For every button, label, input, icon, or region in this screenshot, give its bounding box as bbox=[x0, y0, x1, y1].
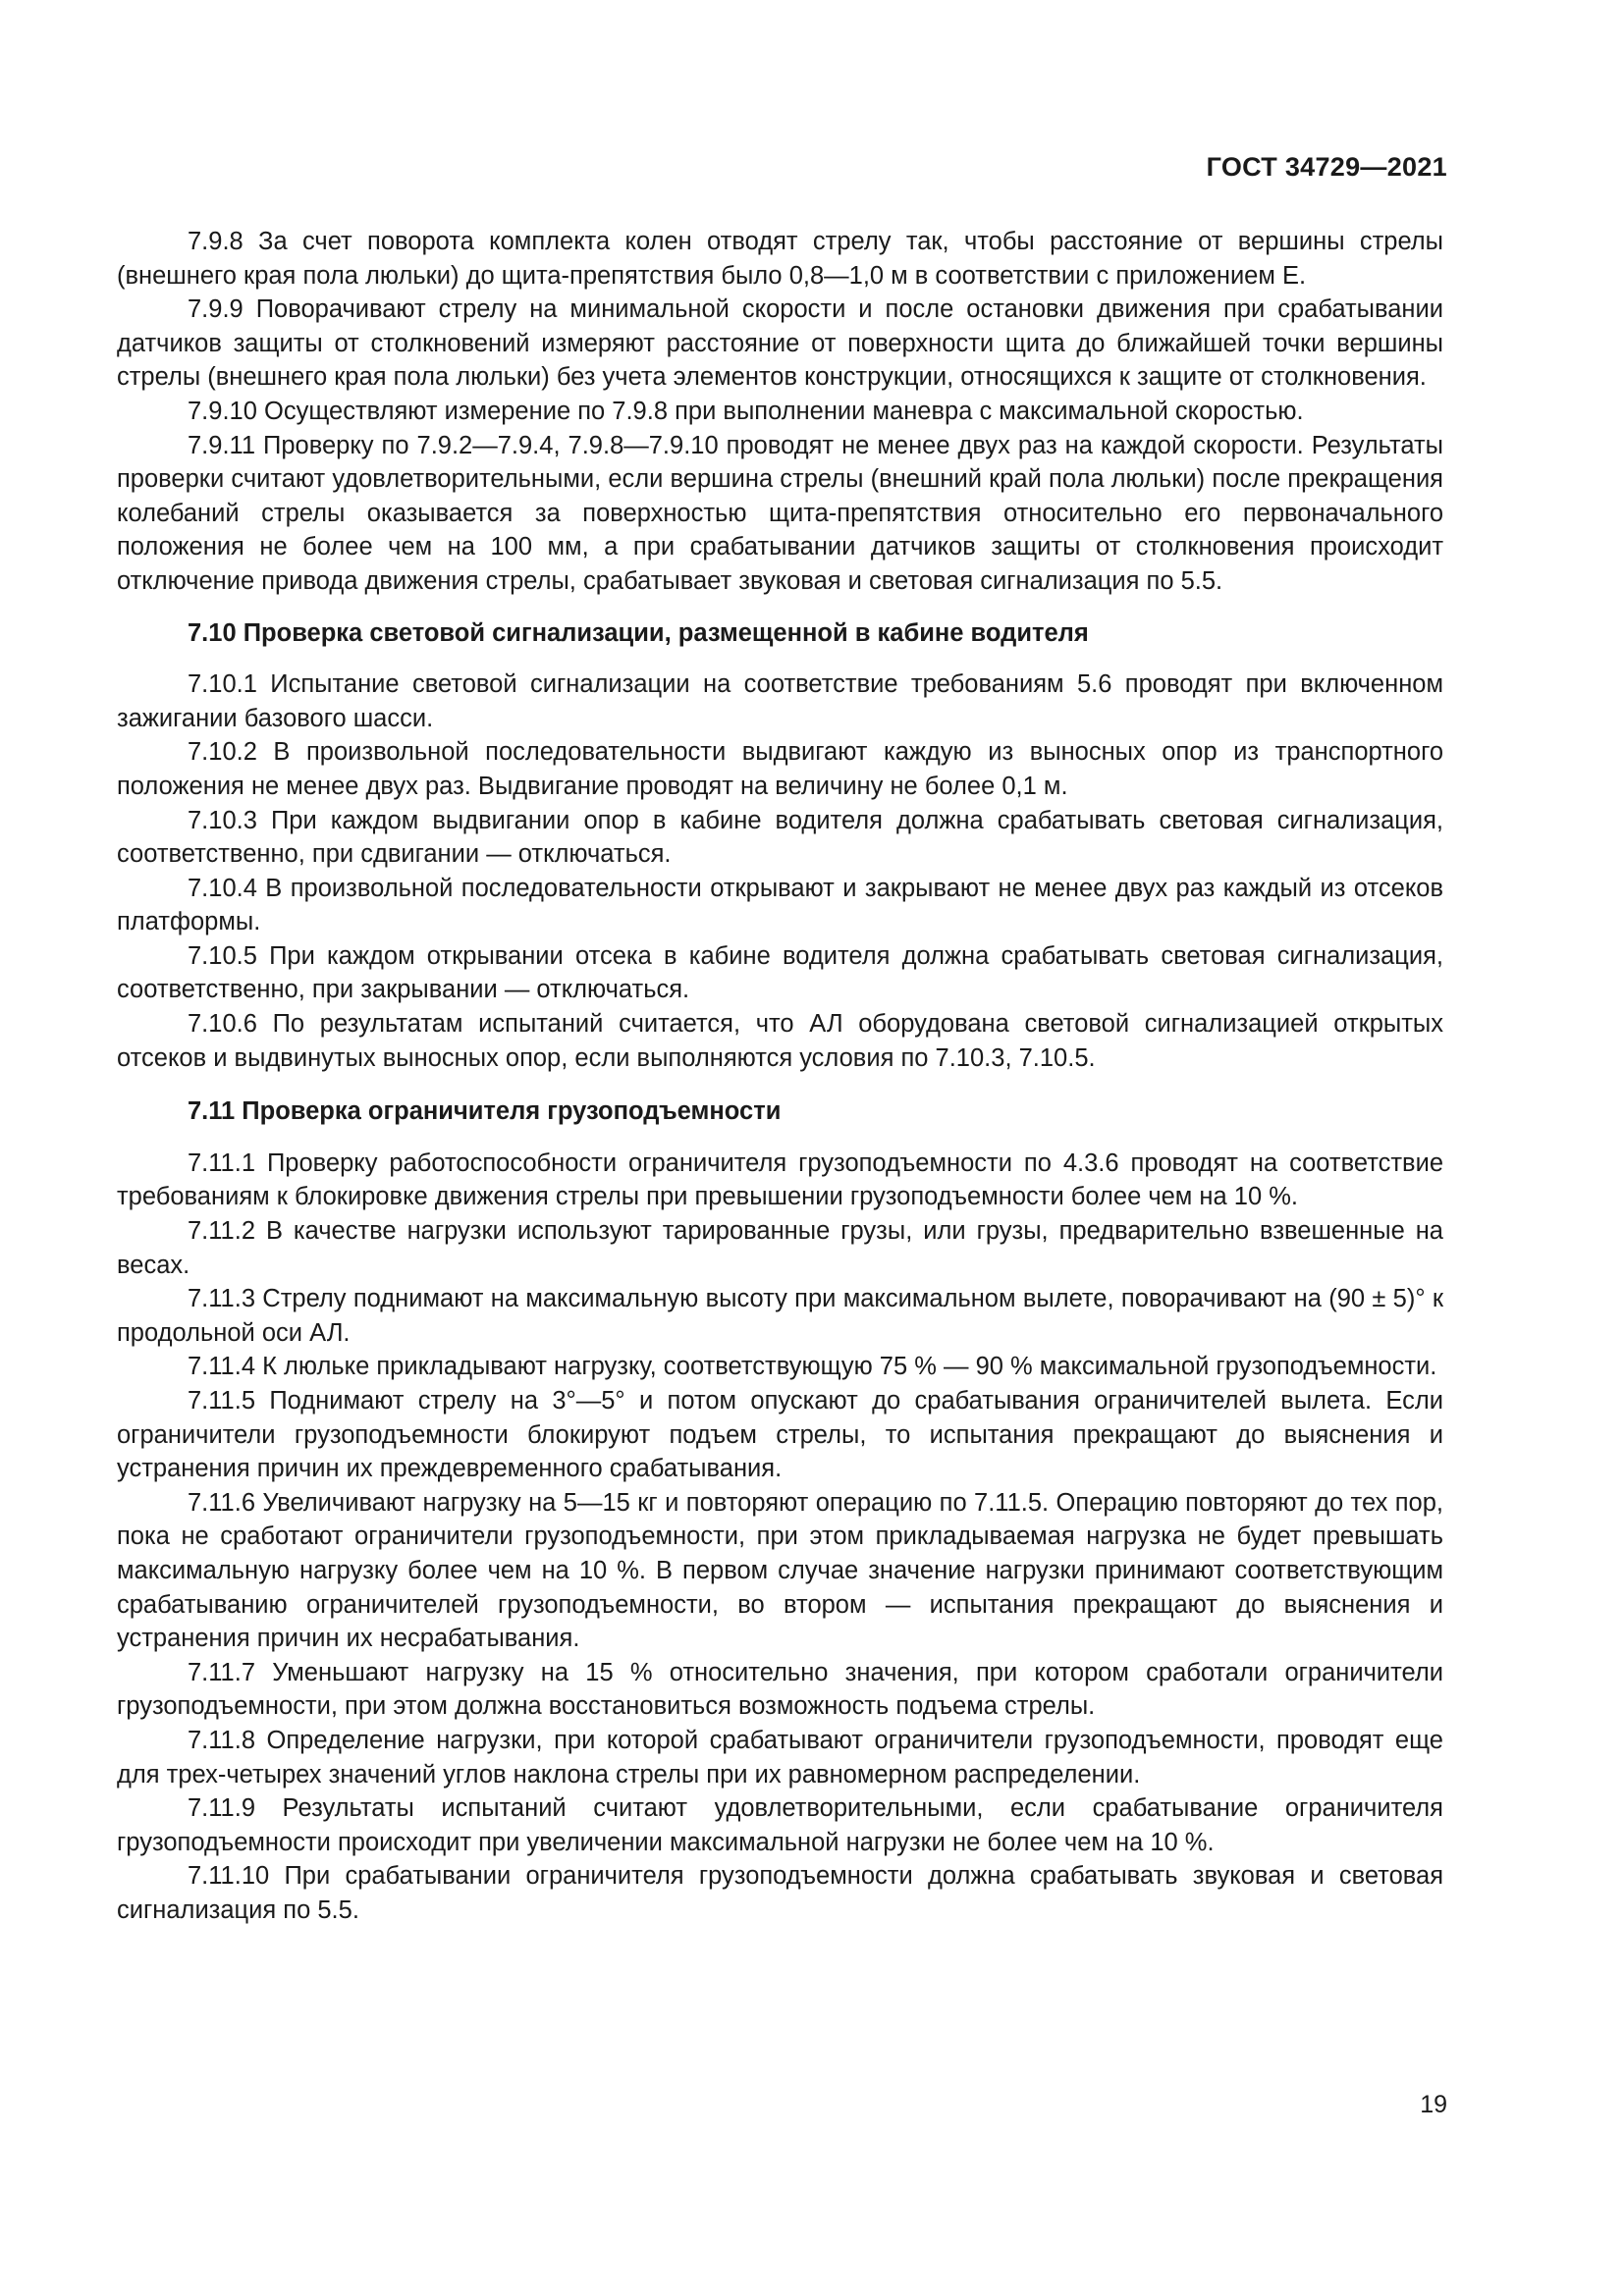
paragraph-7-10-3: 7.10.3 При каждом выдвигании опор в кабине водителя должна срабатывать световая сигнализация, соответственно, при сдвигании — отключаться. bbox=[117, 806, 1443, 869]
paragraph-7-10-2: 7.10.2 В произвольной последовательности выдвигают каждую из выносных опор из транспортного положения не менее двух раз. Выдвигание проводят на величину не более 0,1 м. bbox=[117, 738, 1443, 800]
paragraph-7-11-8: 7.11.8 Определение нагрузки, при которой срабатывают ограничители грузоподъемности, проводят еще для трех-четырех значений углов наклона стрелы при их равномерном распределении. bbox=[117, 1726, 1443, 1789]
paragraph-7-9-11: 7.9.11 Проверку по 7.9.2—7.9.4, 7.9.8—7.9.10 проводят не менее двух раз на каждой скорости. Результаты проверки считают удовлетворительными, если вершина стрелы (внешний край пола люльки) после прекращения колебаний стрелы оказывается за поверхностью щита-препятствия относительно его первоначального положения не более чем на 100 мм, а при срабатывании датчиков защиты от столкновения происходит отключение привода движения стрелы, срабатывает звуковая и световая сигнализация по 5.5. bbox=[117, 431, 1443, 595]
document-body bbox=[117, 225, 1443, 1928]
paragraph-7-9-8: 7.9.8 За счет поворота комплекта колен отводят стрелу так, чтобы расстояние от вершины стрелы (внешнего края пола люльки) до щита-препятствия было 0,8—1,0 м в соответствии с приложением Е. bbox=[117, 228, 1443, 290]
section-heading-7-10: 7.10 Проверка световой сигнализации, размещенной в кабине водителя bbox=[188, 618, 1089, 647]
paragraph-7-11-5: 7.11.5 Поднимают стрелу на 3°—5° и потом опускают до срабатывания ограничителей вылета. Если ограничители грузоподъемности блокируют подъем стрелы, то испытания прекращают до выяснения и устранения причин их преждевременного срабатывания. bbox=[117, 1387, 1443, 1483]
document-header: ГОСТ 34729—2021 bbox=[1206, 152, 1447, 182]
paragraph-7-11-1: 7.11.1 Проверку работоспособности ограничителя грузоподъемности по 4.3.6 проводят на соответствие требованиям к блокировке движения стрелы при превышении грузоподъемности более чем на 10 %. bbox=[117, 1148, 1443, 1211]
paragraph-7-10-5: 7.10.5 При каждом открывании отсека в кабине водителя должна срабатывать световая сигнализация, соответственно, при закрывании — отключаться. bbox=[117, 941, 1443, 1004]
section-heading-7-11: 7.11 Проверка ограничителя грузоподъемности bbox=[188, 1097, 782, 1126]
paragraph-7-10-6: 7.10.6 По результатам испытаний считается, что АЛ оборудована световой сигнализацией открытых отсеков и выдвинутых выносных опор, если выполняются условия по 7.10.3, 7.10.5. bbox=[117, 1010, 1443, 1072]
paragraph-7-11-9: 7.11.9 Результаты испытаний считают удовлетворительными, если срабатывание ограничителя грузоподъемности происходит при увеличении максимальной нагрузки не более чем на 10 %. bbox=[117, 1794, 1443, 1856]
paragraph-7-11-7: 7.11.7 Уменьшают нагрузку на 15 % относительно значения, при котором сработали ограничители грузоподъемности, при этом должна восстановиться возможность подъема стрелы. bbox=[117, 1658, 1443, 1721]
page-number: 19 bbox=[1420, 2091, 1447, 2118]
paragraph-7-11-6: 7.11.6 Увеличивают нагрузку на 5—15 кг и повторяют операцию по 7.11.5. Операцию повторяют до тех пор, пока не сработают ограничители грузоподъемности, при этом прикладываемая нагрузка не будет превышать максимальную нагрузку более чем на 10 %. В первом случае значение нагрузки принимают соответствующим срабатыванию ограничителей грузоподъемности, во втором — испытания прекращают до выяснения и устранения причин их несрабатывания. bbox=[117, 1488, 1443, 1653]
paragraph-7-9-10: 7.9.10 Осуществляют измерение по 7.9.8 при выполнении маневра с максимальной скоростью. bbox=[188, 397, 1304, 425]
paragraph-7-9-9: 7.9.9 Поворачивают стрелу на минимальной скорости и после остановки движения при срабатывании датчиков защиты от столкновений измеряют расстояние от поверхности щита до ближайшей точки вершины стрелы (внешнего края пола люльки) без учета элементов конструкции, относящихся к защите от столкновения. bbox=[117, 295, 1443, 392]
paragraph-7-10-1: 7.10.1 Испытание световой сигнализации на соответствие требованиям 5.6 проводят при включенном зажигании базового шасси. bbox=[117, 670, 1443, 732]
paragraph-7-11-3: 7.11.3 Стрелу поднимают на максимальную высоту при максимальном вылете, поворачивают на (90 ± 5)° к продольной оси АЛ. bbox=[117, 1285, 1443, 1347]
paragraph-7-10-4: 7.10.4 В произвольной последовательности открывают и закрывают не менее двух раз каждый из отсеков платформы. bbox=[117, 874, 1443, 936]
paragraph-7-11-4: 7.11.4 К люльке прикладывают нагрузку, соответствующую 75 % — 90 % максимальной грузоподъемности. bbox=[188, 1353, 1437, 1381]
paragraph-7-11-10: 7.11.10 При срабатывании ограничителя грузоподъемности должна срабатывать звуковая и световая сигнализация по 5.5. bbox=[117, 1862, 1443, 1924]
paragraph-7-11-2: 7.11.2 В качестве нагрузки используют тарированные грузы, или грузы, предварительно взвешенные на весах. bbox=[117, 1217, 1443, 1279]
